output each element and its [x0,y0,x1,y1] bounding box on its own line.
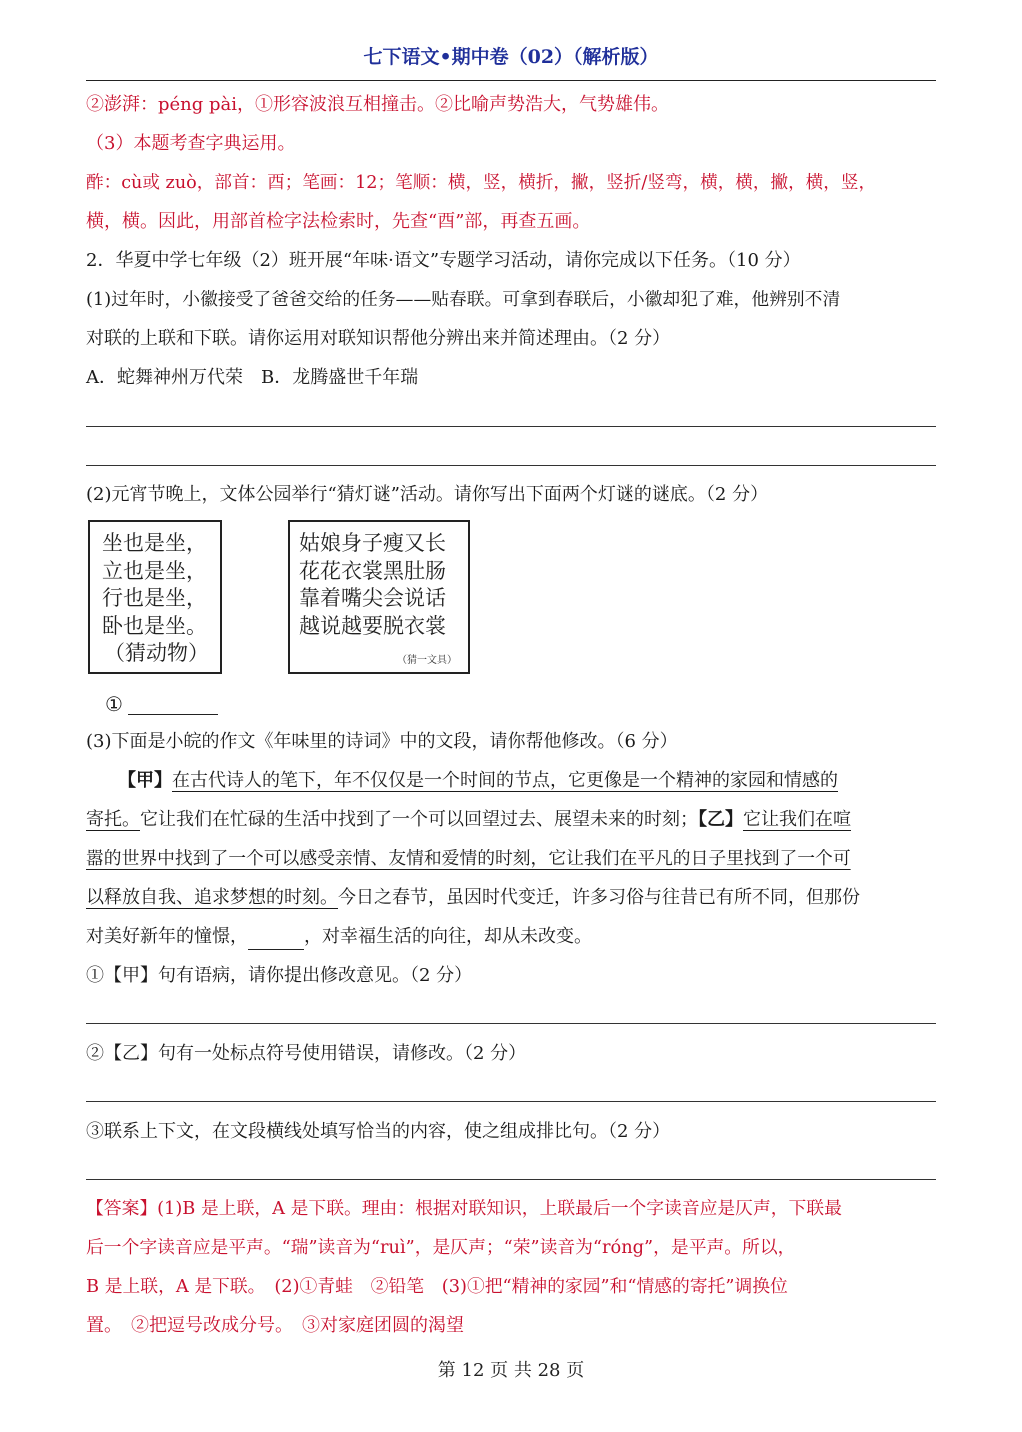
prev-answer-line-3: 酢：cù或 zuò，部首：酉；笔画：12；笔顺：横，竖，横折，撇，竖折/竖弯，横，横，撇，横，竖， [86,173,877,193]
sub-question-1: ①【甲】句有语病，请你提出修改意见。（2 分） [86,965,473,986]
riddle-hint-small: （猜一文具） [397,655,457,666]
answer-line[interactable] [86,1023,936,1024]
underlined-sentence: 它让我们在喧 [743,809,851,830]
riddle-line: 靠着嘴尖会说话 [299,586,446,610]
passage-text: 今日之春节，虽因时代变迁，许多习俗与往昔已有所不同，但那份 [338,887,860,908]
question-2-intro: 2．华夏中学七年级（2）班开展“年味·语文”专题学习活动，请你完成以下任务。（10 分） [86,250,801,271]
tag-yi: 【乙】 [698,809,743,830]
riddle-hint: （猜动物） [104,641,209,665]
passage-line-5 [86,924,592,950]
passage-text: 对美好新年的憧憬， [86,926,248,947]
blank-marker: ① [105,692,123,716]
prev-answer-line-4: 横，横。因此，用部首检字法检索时，先查“酉”部，再查五画。 [86,211,591,232]
answer-line-1: 【答案】(1)B 是上联，A 是下联。理由：根据对联知识，上联最后一个字读音应是仄声，下联最 [86,1198,842,1219]
answer-line-3: B 是上联，A 是下联。 (2)①青蛙 ②铅笔 (3)①把“精神的家园”和“情感的寄托”调换位 [86,1276,788,1297]
tag-jia: 【甲】 [118,770,172,791]
answer-line[interactable] [86,465,936,466]
riddle-line: 行也是坐， [102,586,207,610]
underlined-sentence: 嚣的世界中找到了一个可以感受亲情、友情和爱情的时刻，它让我们在平凡的日子里找到了一个可 [86,848,851,869]
answer-line[interactable] [86,1179,936,1180]
page-number: 第 12 页 共 28 页 [437,1360,585,1381]
answer-line-4: 置。 ②把逗号改成分号。 ③对家庭团圆的渴望 [86,1315,464,1336]
underlined-sentence: 以释放自我、追求梦想的时刻。 [86,887,338,908]
question-2-part3: (3)下面是小皖的作文《年味里的诗词》中的文段，请你帮他修改。（6 分） [86,731,678,752]
question-2-part1-line1: (1)过年时，小徽接受了爸爸交给的任务——贴春联。可拿到春联后，小徽却犯了难，他辨别不清 [86,289,841,310]
passage-line-1 [118,768,838,794]
underlined-sentence: 寄托。 [86,809,140,830]
sub-question-3: ③联系上下文，在文段横线处填写恰当的内容，使之组成排比句。（2 分） [86,1121,671,1142]
riddle-line: 姑娘身子瘦又长 [299,531,446,555]
passage-text: 它让我们在忙碌的生活中找到了一个可以回望过去、展望未来的时刻； [140,809,698,830]
passage-line-3 [86,846,851,872]
riddle-line: 立也是坐， [102,558,207,583]
riddle-line: 越说越要脱衣裳 [299,613,446,638]
question-2-part1-line2: 对联的上联和下联。请你运用对联知识帮他分辨出来并简述理由。（2 分） [86,328,671,349]
passage-text: ，对幸福生活的向往，却从未改变。 [304,926,592,947]
question-2-part1-options: A．蛇舞神州万代荣 B．龙腾盛世千年瑞 [86,367,419,388]
prev-answer-line-1: ②澎湃：péng pài，①形容波浪互相撞击。②比喻声势浩大，气势雄伟。 [86,94,670,115]
question-2-part2: (2)元宵节晚上，文体公园举行“猜灯谜”活动。请你写出下面两个灯谜的谜底。（2 分） [86,484,769,505]
sub-question-2: ②【乙】句有一处标点符号使用错误，请修改。（2 分） [86,1043,527,1064]
riddle-answer-blank[interactable] [128,714,218,715]
riddle-line: 卧也是坐。 [102,613,207,638]
passage-line-2 [86,807,851,833]
answer-line-2: 后一个字读音应是平声。“瑞”读音为“ruì”，是仄声；“荣”读音为“róng”，是平声。所以， [86,1237,796,1258]
riddle-line: 坐也是坐， [102,531,207,555]
answer-line[interactable] [86,1101,936,1102]
page-title: 七下语文•期中卷（02）（解析版） [363,46,659,68]
answer-line[interactable] [86,426,936,427]
riddle-line: 花花衣裳黑肚肠 [299,558,446,583]
riddle-box-animal [88,520,222,674]
underlined-sentence: 在古代诗人的笔下，年不仅仅是一个时间的节点，它更像是一个精神的家园和情感的 [172,770,838,791]
prev-answer-line-2: （3）本题考查字典运用。 [86,133,296,154]
passage-line-4 [86,885,860,911]
header-rule [86,80,936,81]
fill-in-blank[interactable] [248,929,304,950]
